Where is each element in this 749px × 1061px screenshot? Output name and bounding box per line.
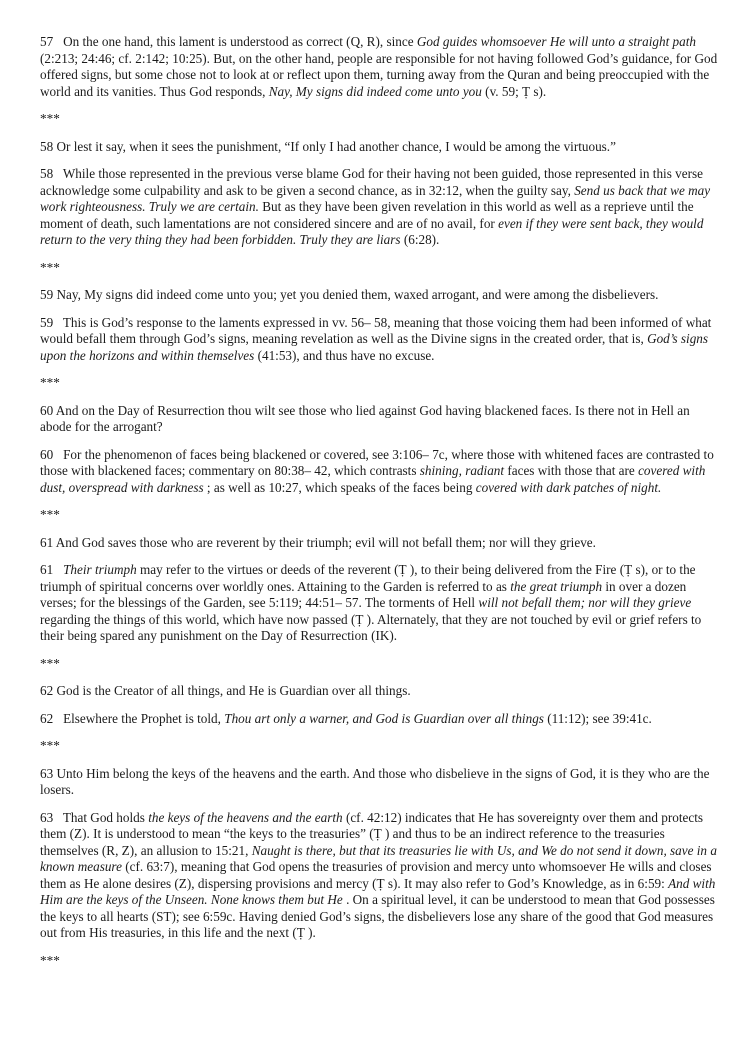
text-run: faces with those that are bbox=[504, 463, 639, 478]
page-content bbox=[40, 34, 719, 969]
italic-quote-run: Naught is there, but that its treasuries lie with Us, and We do not send it down, save in a known measure bbox=[40, 842, 721, 874]
verse-58 bbox=[40, 139, 719, 156]
text-run: in over a dozen verses; for the blessings of the Garden, see 5:119; 44:51– 57. The torments of Hell bbox=[40, 578, 690, 610]
italic-quote-run: And with Him are the keys of the Unseen. None knows them but He bbox=[40, 875, 719, 907]
text-run: 57 On the one hand, this lament is understood as correct (Q, R), since bbox=[40, 34, 417, 49]
commentary-59 bbox=[40, 315, 719, 365]
text-run: . On a spiritual level, it can be understood to mean that God possesses the keys to all hearts (ST); see 6:59c. Having denied God’s signs, the disbelievers lose any share of the good that God measures out from His treasuries, in this life and the next (Ṭ ). bbox=[40, 892, 719, 940]
section-separator: *** bbox=[40, 507, 60, 522]
verse-59 bbox=[40, 287, 719, 304]
italic-quote-run: God guides whomsoever He will unto a straight path bbox=[416, 34, 696, 49]
text-run: 58 Or lest it say, when it sees the punishment, “If only I had another chance, I would be among the virtuous.” bbox=[40, 138, 616, 154]
text-run: regarding the things of this world, which have now passed (Ṭ ). Alternately, that they are not touched by evil or grief refers to their being spared any punishment on the Day of Resurrection (IK). bbox=[40, 595, 705, 643]
section-separator: *** bbox=[40, 655, 60, 671]
italic-quote-run: Thou art only a warner, and God is Guardian over all things bbox=[224, 710, 544, 726]
text-run: (6:28). bbox=[400, 232, 440, 247]
italic-quote-run: Send us back that we may work righteousness. Truly we are certain. bbox=[40, 182, 714, 214]
italic-quote-run: shining, radiant bbox=[419, 463, 505, 478]
italic-quote-run: even if they were sent back, they would return to the very thing they had been forbidden. Truly they are liars bbox=[40, 215, 707, 247]
section-separator: *** bbox=[40, 259, 60, 275]
section-separator: *** bbox=[40, 738, 60, 753]
commentary-57 bbox=[40, 34, 719, 100]
text-run: 60 For the phenomenon of faces being blackened or covered, see 3:106– 7c, where those with whitened faces are contrasted to those with blackened faces; commentary on 80:38– 42, which contrasts bbox=[40, 446, 718, 478]
verse-62 bbox=[40, 683, 719, 700]
commentary-62 bbox=[40, 711, 719, 728]
text-run: 58 While those represented in the previous verse blame God for their having not been guided, those represented in this verse acknowledge some culpability and ask to be given a second chance, as in 32:12, when the guilty say, bbox=[40, 166, 707, 198]
italic-quote-run: covered with dust, overspread with darkness bbox=[40, 463, 709, 495]
text-run: 61 bbox=[40, 562, 64, 577]
text-run: 63 That God holds bbox=[40, 809, 149, 825]
italic-quote-run: God’s signs upon the horizons and within themselves bbox=[40, 331, 712, 363]
text-run: ; as well as 10:27, which speaks of the faces being bbox=[203, 479, 476, 495]
verse-60 bbox=[40, 403, 719, 436]
text-run: (41:53), and thus have no excuse. bbox=[254, 347, 435, 363]
text-run: (11:12); see 39:41c. bbox=[543, 710, 652, 726]
text-run: (cf. 63:7), meaning that God opens the treasuries of provision and mercy unto whomsoever He wills and closes them as He alone desires (Z), dispersing provisions and mercy (Ṭ s). It may also refer to God’s Knowledge, as in 6:59: bbox=[40, 859, 715, 891]
italic-quote-run: the keys of the heavens and the earth bbox=[148, 809, 343, 825]
italic-quote-run: covered with dark patches of night. bbox=[475, 479, 662, 495]
text-run: may refer to the virtues or deeds of the reverent (Ṭ ), to their being delivered from the Fire (Ṭ s), or to the triumph of spiritual concerns over worldly ones. Attaining to the Garden is referred to as bbox=[40, 562, 699, 594]
italic-quote-run: the great triumph bbox=[510, 578, 603, 594]
section-separator: *** bbox=[40, 952, 60, 968]
text-run: 60 And on the Day of Resurrection thou wilt see those who lied against God having blackened faces. Is there not in Hell an abode for the arrogant? bbox=[40, 402, 693, 434]
commentary-60 bbox=[40, 447, 719, 497]
section-separator: *** bbox=[40, 111, 60, 126]
verse-63 bbox=[40, 766, 719, 799]
commentary-63 bbox=[40, 810, 719, 942]
italic-quote-run: Nay, My signs did indeed come unto you bbox=[268, 83, 482, 99]
text-run: 61 And God saves those who are reverent by their triumph; evil will not befall them; nor will they grieve. bbox=[40, 534, 596, 550]
text-run: (cf. 42:12) indicates that He has sovereignty over them and protects them (Z). It is understood to mean “the keys to the treasuries” (Ṭ ) and thus to be an indirect reference to the treasuries themselves (R, Z), an allusion to 15:21, bbox=[40, 809, 707, 858]
text-run: 59 Nay, My signs did indeed come unto you; yet you denied them, waxed arrogant, and were among the disbelievers. bbox=[40, 287, 659, 302]
italic-quote-run: will not befall them; nor will they grieve bbox=[478, 595, 692, 610]
commentary-58 bbox=[40, 166, 719, 249]
section-separator: *** bbox=[40, 375, 60, 390]
text-run: (v. 59; Ṭ s). bbox=[481, 83, 547, 99]
text-run: 59 This is God’s response to the laments expressed in vv. 56– 58, meaning that those voicing them had been informed of what would befall them through God’s signs, meaning revelation as well as the Divine signs in the created order, that is, bbox=[40, 314, 715, 346]
text-run: But as they have been given revelation in this world as well as a reprieve until the moment of death, such lamentations are not considered sincere and are of no avail, for bbox=[40, 199, 697, 231]
text-run: 62 Elsewhere the Prophet is told, bbox=[40, 710, 225, 726]
commentary-61 bbox=[40, 562, 719, 645]
italic-quote-run: Their triumph bbox=[63, 562, 137, 577]
text-run: 63 Unto Him belong the keys of the heavens and the earth. And those who disbelieve in the signs of God, it is they who are the losers. bbox=[40, 765, 713, 797]
text-run: 62 God is the Creator of all things, and He is Guardian over all things. bbox=[40, 683, 411, 698]
text-run: (2:213; 24:46; cf. 2:142; 10:25). But, on the other hand, people are responsible for not having followed God’s guidance, for God offered signs, but some chose not to look at or reflect upon them, turning away from the Quran and being preoccupied with the world and its vanities. Thus God responds, bbox=[40, 34, 721, 99]
verse-61 bbox=[40, 535, 719, 552]
